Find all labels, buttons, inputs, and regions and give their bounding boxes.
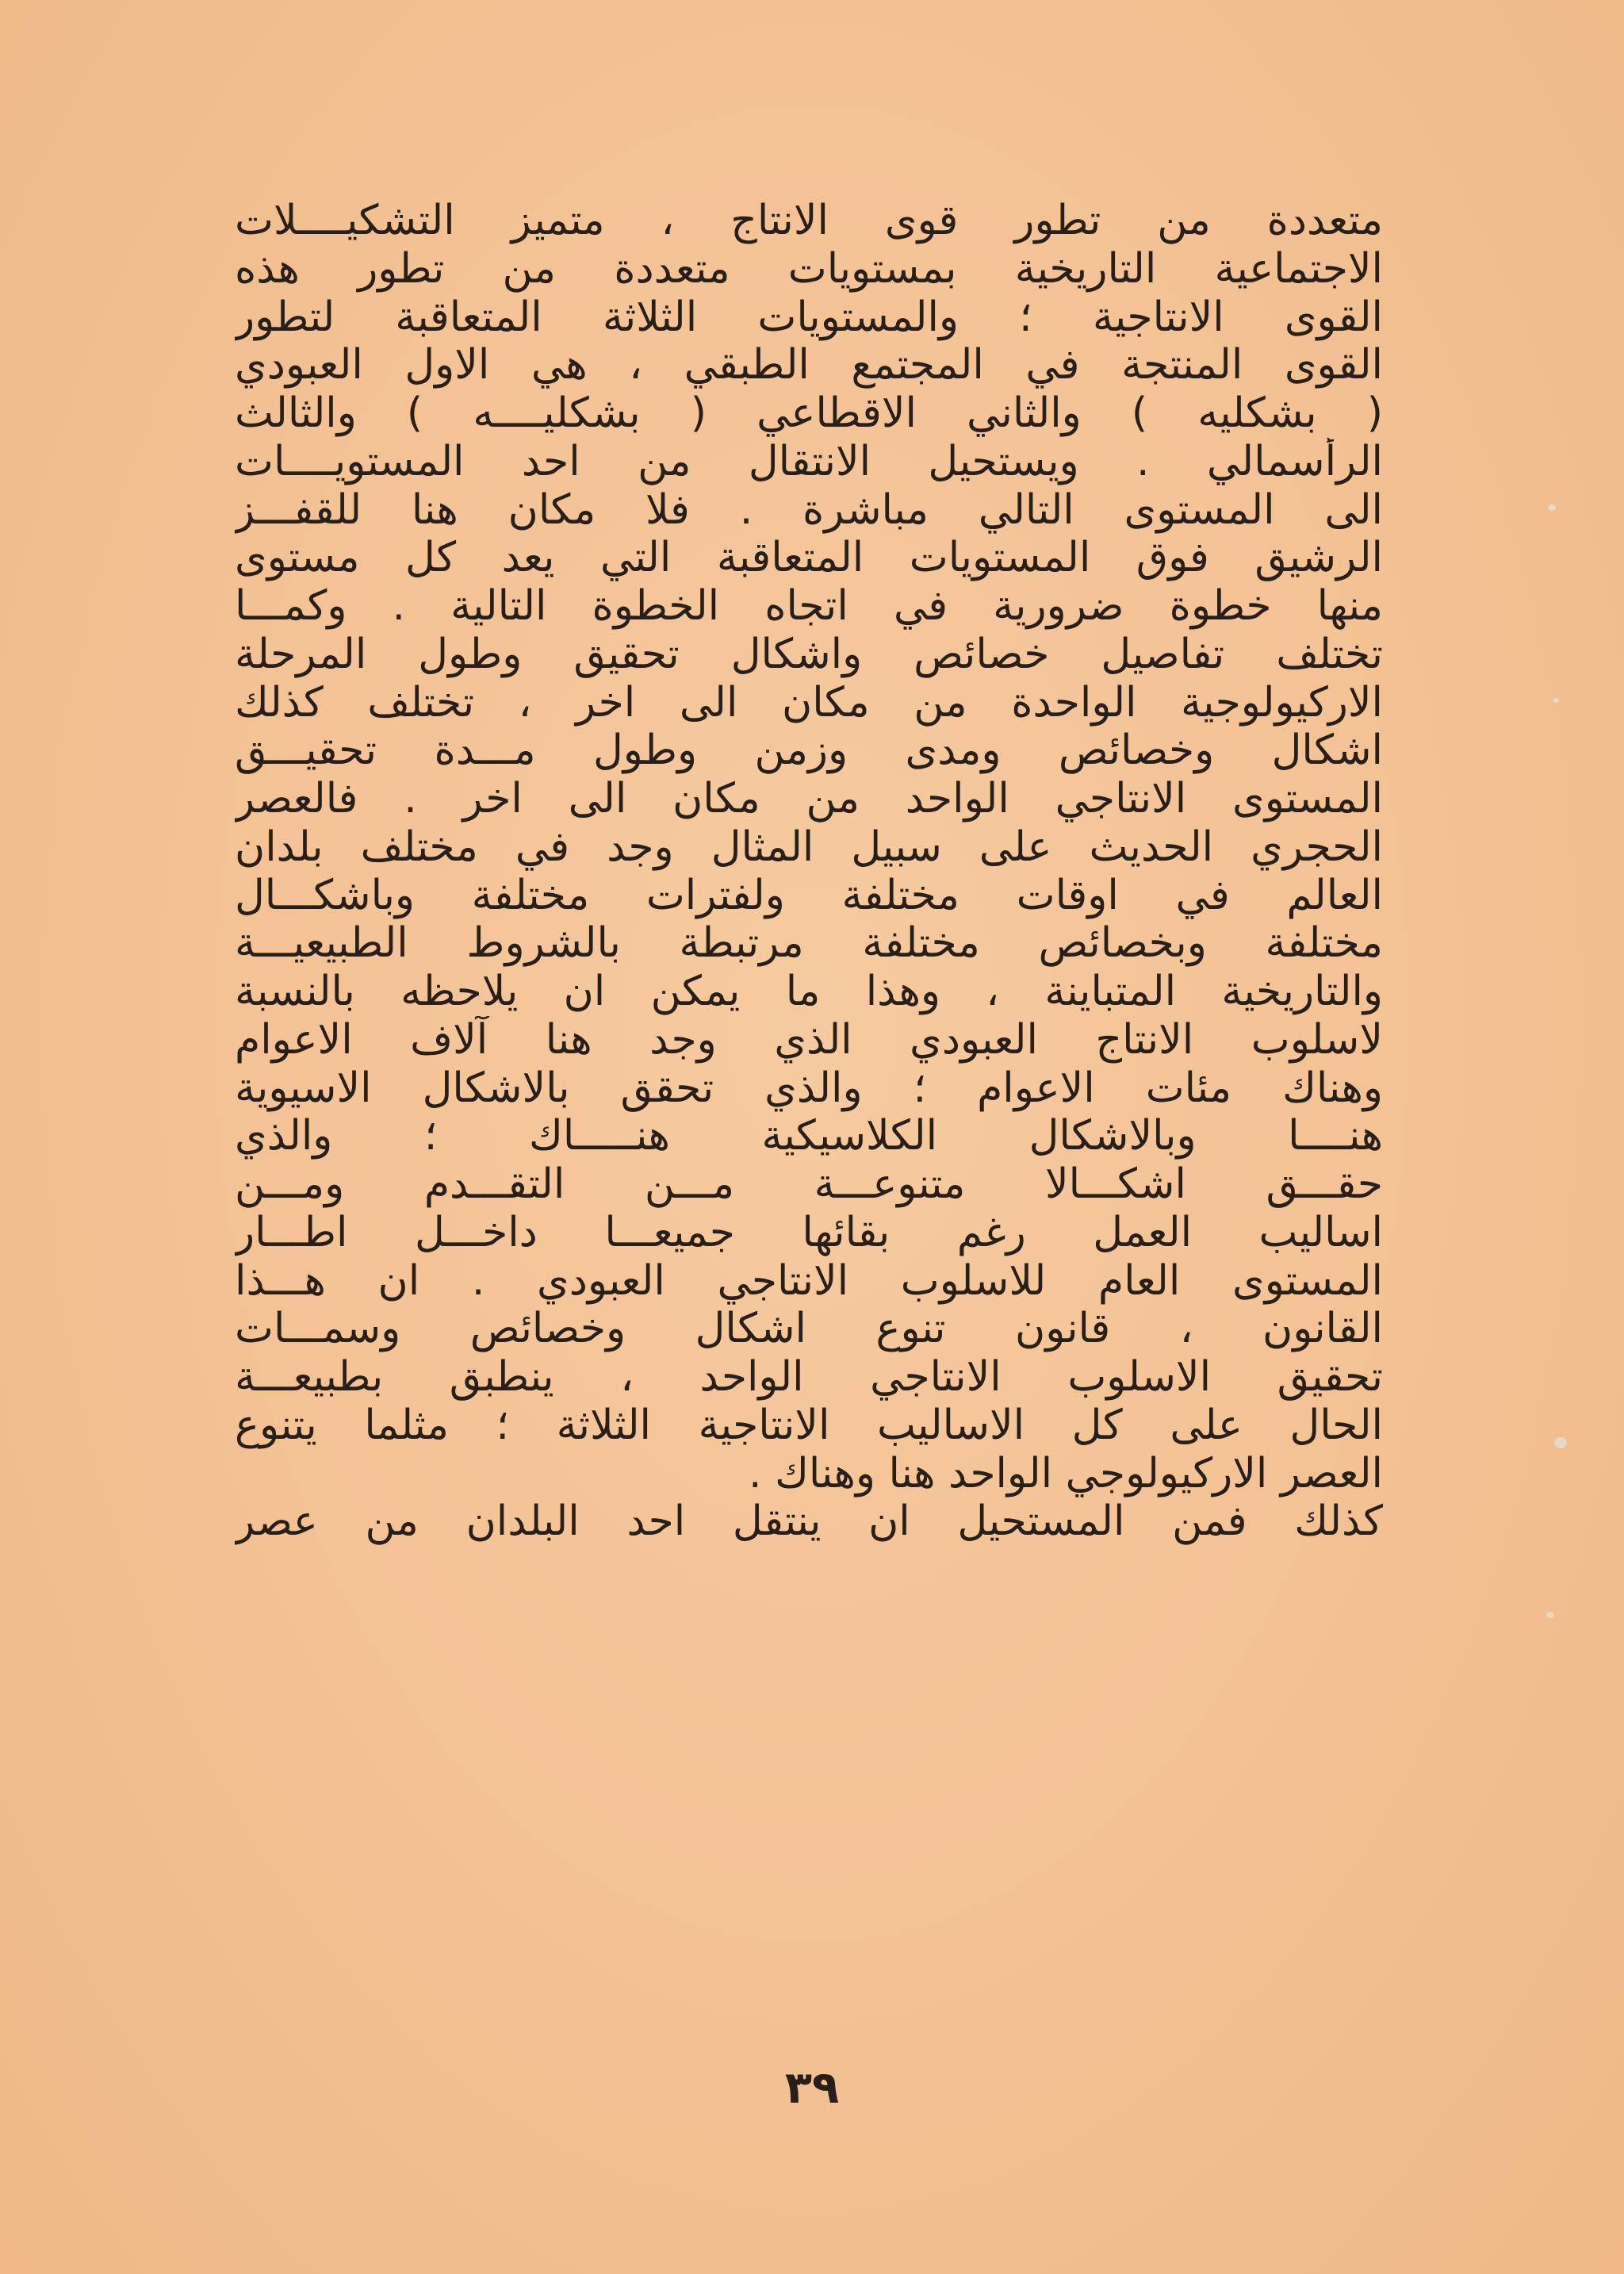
body-line: المستوى الانتاجي الواحد من مكان الى اخر . فالعصر: [235, 775, 1383, 823]
body-line: العصر الاركيولوجي الواحد هنا وهناك .: [749, 1449, 1383, 1497]
body-line: هنــــا وبالاشكال الكلاسيكية هنـــــاك ؛ والذي: [235, 1112, 1383, 1160]
body-line: وهناك مئات الاعوام ؛ والذي تحقق بالاشكال الاسيوية: [235, 1064, 1383, 1112]
body-line: متعددة من تطور قوى الانتاج ، متميز التشكيــــلات: [235, 197, 1383, 244]
body-line: الحال على كل الاساليب الانتاجية الثلاثة ؛ مثلما يتنوع: [235, 1401, 1383, 1449]
body-line: حقـــق اشكـــالا متنوعـــة مـــن التقـــدم ومـــن: [235, 1160, 1383, 1208]
body-line: اشكال وخصائص ومدى وزمن وطول مـــدة تحقيـــق: [235, 727, 1383, 775]
body-line: القوى الانتاجية ؛ والمستويات الثلاثة المتعاقبة لتطور: [235, 293, 1383, 341]
body-line: تختلف تفاصيل خصائص واشكال تحقيق وطول المرحلة: [235, 630, 1383, 678]
body-line: الرشيق فوق المستويات المتعاقبة التي يعد كل مستوى: [235, 534, 1383, 582]
body-line: لاسلوب الانتاج العبودي الذي وجد هنا آلاف الاعوام: [235, 1015, 1383, 1064]
body-line: منها خطوة ضرورية في اتجاه الخطوة التالية . وكمـــا: [235, 582, 1383, 630]
body-line: ( بشكليه ) والثاني الاقطاعي ( بشكليــــه ) والثالث: [235, 389, 1383, 437]
body-line: الاجتماعية التاريخية بمستويات متعددة من تطور هذه: [235, 244, 1383, 293]
body-line: القوى المنتجة في المجتمع الطبقي ، هي الاول العبودي: [235, 341, 1383, 389]
body-line: الى المستوى التالي مباشرة . فلا مكان هنا للقفـــز: [235, 485, 1383, 534]
body-line: مختلفة وبخصائص مختلفة مرتبطة بالشروط الطبيعيـــة: [235, 919, 1383, 968]
body-line: الحجري الحديث على سبيل المثال وجد في مختلف بلدان: [235, 823, 1383, 871]
paper-speck: [1554, 1437, 1567, 1448]
body-line: والتاريخية المتباينة ، وهذا ما يمكن ان يلاحظه بالنسبة: [235, 968, 1383, 1015]
body-line: كذلك فمن المستحيل ان ينتقل احد البلدان من عصر: [235, 1497, 1383, 1546]
body-line: القانون ، قانون تنوع اشكال وخصائص وسمـــات: [235, 1305, 1383, 1353]
body-line: اساليب العمل رغم بقائها جميعـــا داخـــل اطـــار: [235, 1208, 1383, 1256]
body-line: العالم في اوقات مختلفة ولفترات مختلفة وباشكـــال: [235, 871, 1383, 919]
paper-speck: [1546, 1612, 1554, 1618]
body-text: [235, 197, 1383, 1546]
page-number: ٣٩: [784, 2062, 840, 2114]
body-line: تحقيق الاسلوب الانتاجي الواحد ، ينطبق بطبيعـــة: [235, 1353, 1383, 1401]
paper-speck: [1553, 698, 1559, 703]
body-line: الاركيولوجية الواحدة من مكان الى اخر ، تختلف كذلك: [235, 678, 1383, 727]
paper-speck: [1548, 504, 1556, 511]
body-line: المستوى العام للاسلوب الانتاجي العبودي . ان هـــذا: [235, 1256, 1383, 1305]
body-line: الرأسمالي . ويستحيل الانتقال من احد المستويــــات: [235, 437, 1383, 485]
